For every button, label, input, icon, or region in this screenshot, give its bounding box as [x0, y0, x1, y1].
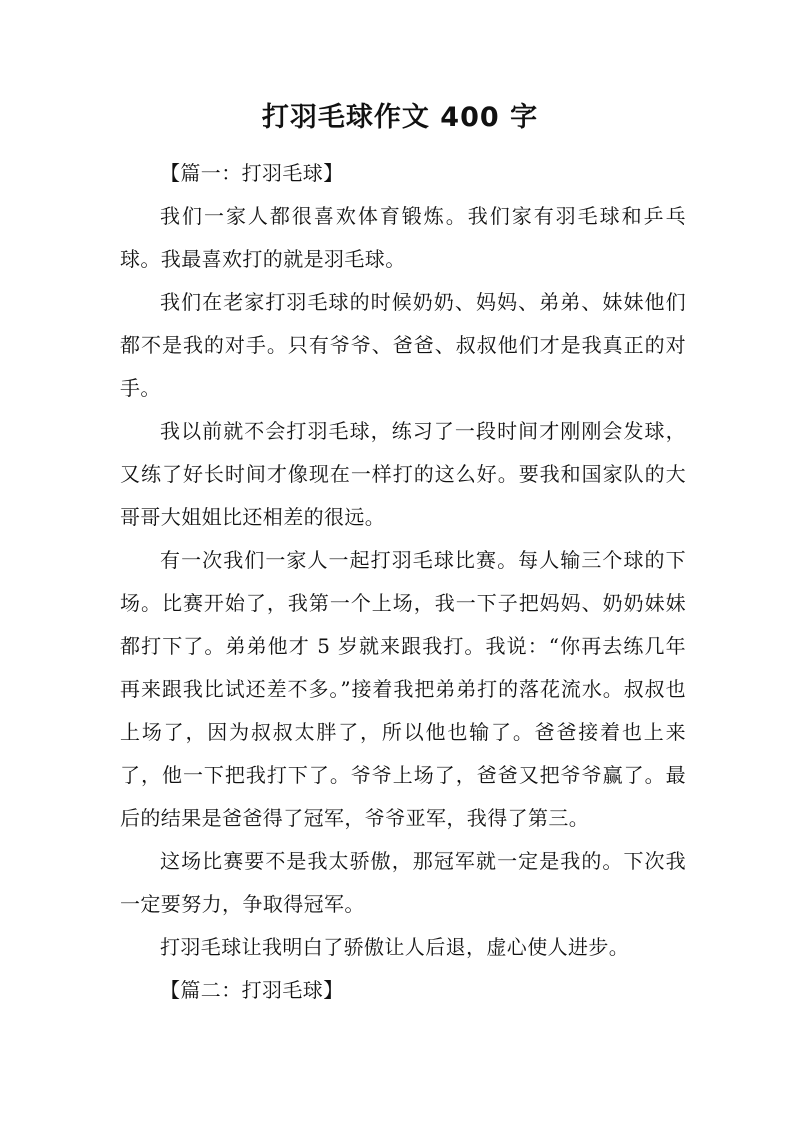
section-heading-2: 【篇二：打羽毛球】: [160, 978, 344, 1002]
paragraph: 我们在老家打羽毛球的时候奶奶、妈妈、弟弟、妹妹他们都不是我的对手。只有爷爷、爸爸、叔叔他们才是我真正的对手。: [120, 290, 686, 400]
paragraph: 我们一家人都很喜欢体育锻炼。我们家有羽毛球和乒乓球。我最喜欢打的就是羽毛球。: [120, 204, 686, 271]
paragraph: 我以前就不会打羽毛球，练习了一段时间才刚刚会发球，又练了好长时间才像现在一样打的这么好。要我和国家队的大哥哥大姐姐比还相差的很远。: [120, 419, 686, 529]
paragraph: 这场比赛要不是我太骄傲，那冠军就一定是我的。下次我一定要努力，争取得冠军。: [120, 849, 686, 916]
section-heading-1: 【篇一：打羽毛球】: [160, 161, 344, 185]
paragraph: 有一次我们一家人一起打羽毛球比赛。每人输三个球的下场。比赛开始了，我第一个上场，我一下子把妈妈、奶奶妹妹都打下了。弟弟他才 5 岁就来跟我打。我说：“你再去练几年再来跟我比试还差不多。”接着我把弟弟打的落花流水。叔叔也上场了，因为叔叔太胖了，所以他也输了。爸爸接着也上来了，他一下把我打下了。爷爷上场了，爸爸又把爷爷赢了。最后的结果是爸爸得了冠军，爷爷亚军，我得了第三。: [120, 548, 686, 830]
paragraph: 打羽毛球让我明白了骄傲让人后退，虚心使人进步。: [160, 935, 630, 959]
document-body: [120, 152, 686, 1012]
document-title: 打羽毛球作文 400 字: [261, 102, 539, 133]
